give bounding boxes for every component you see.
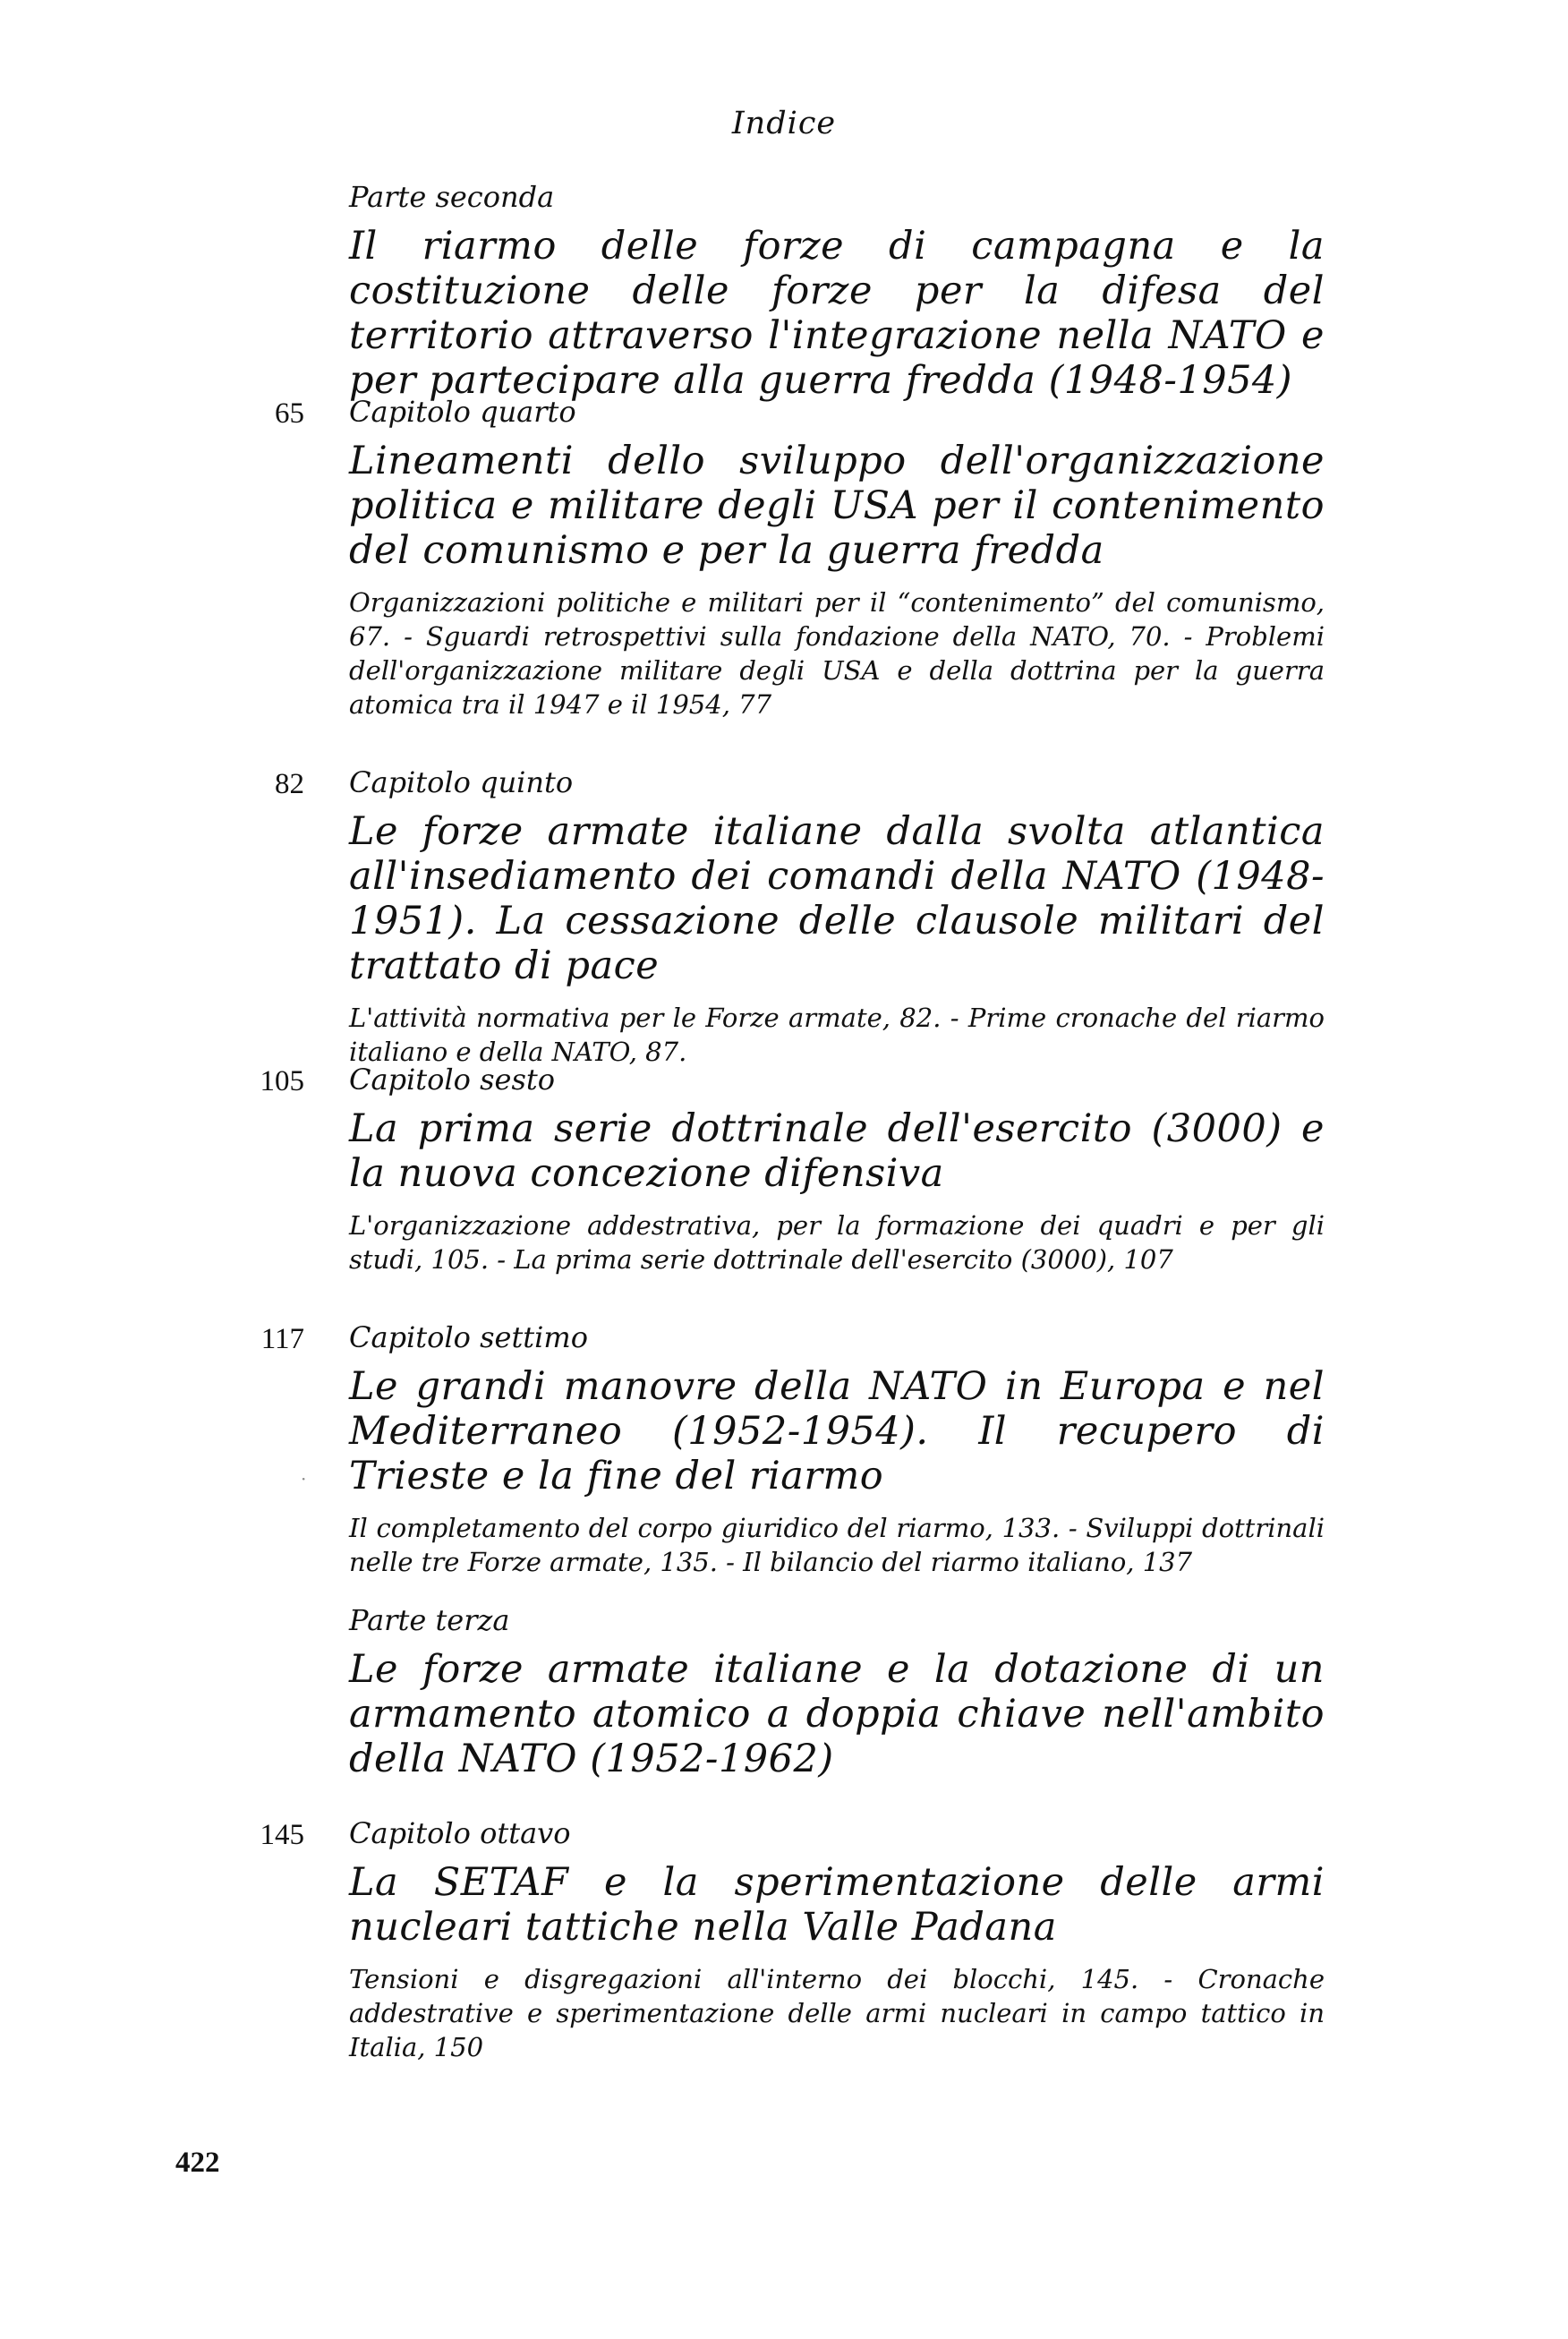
chapter-summary: Tensioni e disgregazioni all'interno dei blocchi, 145. - Cronache addestrative e sperimentazione delle armi nucleari in campo tattico in Italia, 150	[349, 1964, 1325, 2062]
chapter-page-number: 65	[275, 397, 304, 430]
part-three-heading	[349, 1602, 1325, 1781]
chapter-title: Le forze armate italiane dalla svolta atlantica all'insediamento dei comandi della NATO (1948-1951). La cessazione delle clausole militari del trattato di pace	[349, 809, 1325, 988]
chapter-label: Capitolo sesto	[349, 1063, 555, 1097]
chapter-page-number: 82	[275, 768, 304, 800]
chapter-summary: Organizzazioni politiche e militari per il “contenimento” del comunismo, 67. - Sguardi retrospettivi sulla fondazione della NATO, 70. - Problemi dell'organizzazione militare degli USA e della dottrina per la guerra atomica tra il 1947 e il 1954, 77	[349, 587, 1325, 720]
chapter-page-number: 105	[260, 1065, 304, 1097]
chapter-summary: L'organizzazione addestrativa, per la formazione dei quadri e per gli studi, 105. - La prima serie dottrinale dell'esercito (3000), 107	[349, 1210, 1325, 1275]
chapter-label: Capitolo ottavo	[349, 1816, 571, 1850]
chapter-page-number: 117	[260, 1323, 304, 1355]
chapter-page-number: 145	[260, 1819, 304, 1851]
chapter-summary: Il completamento del corpo giuridico del riarmo, 133. - Sviluppi dottrinali nelle tre Forze armate, 135. - Il bilancio del riarmo italiano, 137	[349, 1513, 1325, 1577]
chapter-entry	[349, 764, 1325, 1069]
chapter-entry	[349, 394, 1325, 721]
print-speck: ·	[301, 1468, 307, 1490]
part-label: Parte seconda	[349, 180, 555, 214]
chapter-label: Capitolo settimo	[349, 1320, 588, 1354]
part-two-heading	[349, 179, 1325, 403]
chapter-title: Lineamenti dello sviluppo dell'organizzazione politica e militare degli USA per il contenimento del comunismo e per la guerra fredda	[349, 439, 1325, 573]
chapter-entry	[349, 1319, 1325, 1579]
running-head: Indice	[731, 106, 837, 141]
chapter-label: Capitolo quarto	[349, 395, 576, 429]
folio-page-number: 422	[175, 2147, 220, 2179]
chapter-title: Le grandi manovre della NATO in Europa e nel Mediterraneo (1952-1954). Il recupero di Trieste e la fine del riarmo	[349, 1364, 1325, 1498]
chapter-label: Capitolo quinto	[349, 765, 574, 799]
part-title: Il riarmo delle forze di campagna e la costituzione delle forze per la difesa del territorio attraverso l'integrazione nella NATO e per partecipare alla guerra fredda (1948-1954)	[349, 224, 1325, 403]
chapter-entry	[349, 1815, 1325, 2064]
part-title: Le forze armate italiane e la dotazione di un armamento atomico a doppia chiave nell'ambito della NATO (1952-1962)	[349, 1647, 1325, 1781]
chapter-entry	[349, 1062, 1325, 1276]
chapter-title: La SETAF e la sperimentazione delle armi nucleari tattiche nella Valle Padana	[349, 1860, 1325, 1950]
chapter-title: La prima serie dottrinale dell'esercito (3000) e la nuova concezione difensiva	[349, 1106, 1325, 1196]
part-label: Parte terza	[349, 1603, 510, 1637]
chapter-summary: L'attività normativa per le Forze armate, 82. - Prime cronache del riarmo italiano e della NATO, 87.	[349, 1003, 1325, 1067]
